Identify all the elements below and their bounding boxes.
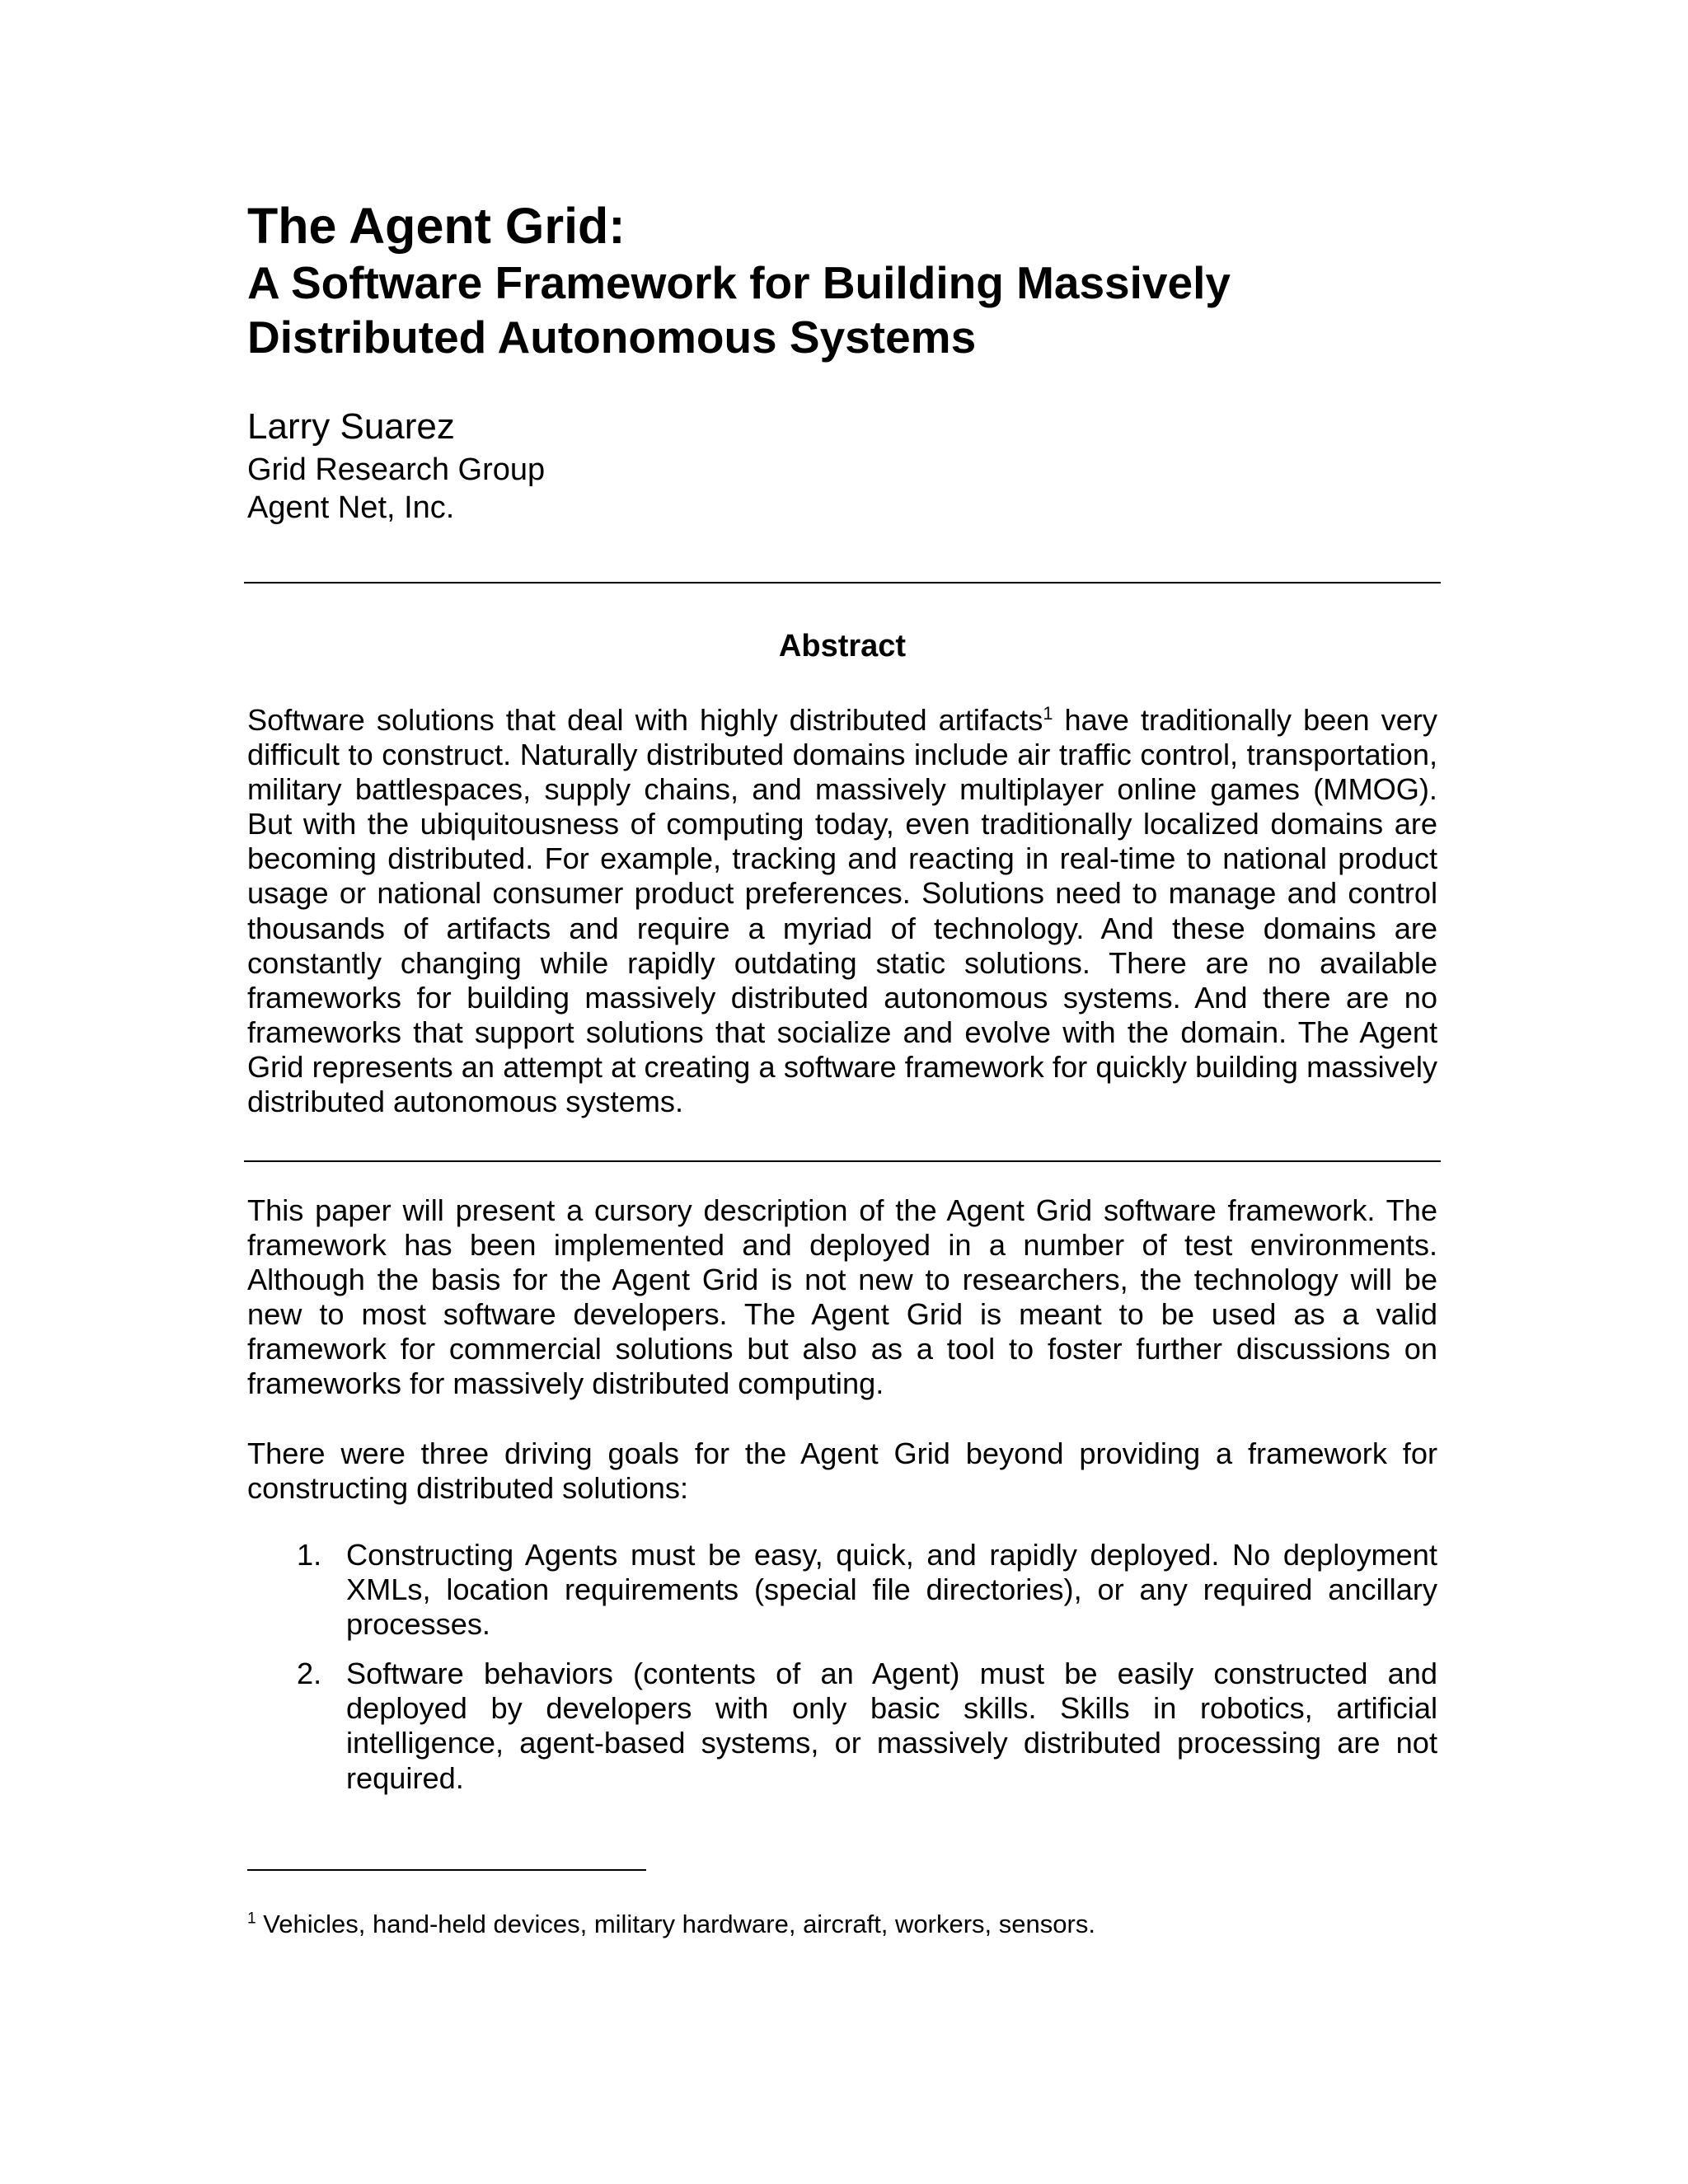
list-item <box>247 1657 1437 1795</box>
abstract-text <box>247 703 1437 1119</box>
title-main: The Agent Grid: <box>247 198 626 254</box>
author-name: Larry Suarez <box>247 406 455 447</box>
abstract-text-part1: Software solutions that deal with highly distributed artifacts <box>247 703 1043 737</box>
footnote-separator <box>247 1869 646 1871</box>
list-item-number: 2. <box>297 1657 322 1691</box>
abstract-top-divider <box>244 582 1441 583</box>
abstract-bottom-divider <box>244 1160 1441 1162</box>
footnote-marker: 1 <box>247 1910 256 1928</box>
list-item <box>247 1538 1437 1642</box>
list-item-text: Software behaviors (contents of an Agent) must be easily constructed and deployed by developers with only basic skills. Skills in robotics, artificial intelligence, agent-based systems, or massively distributed processing are not required. <box>346 1657 1437 1795</box>
author-affiliation-group: Grid Research Group <box>247 452 546 487</box>
abstract-heading: Abstract <box>778 629 907 663</box>
paper-title <box>247 196 1451 364</box>
goals-list <box>247 1538 1437 1811</box>
abstract-text-part2: have traditionally been very difficult to construct. Naturally distributed domains include air traffic control, transportation, military battlespaces, supply chains, and massively multiplayer online games (MMOG). But with the ubiquitousness of computing today, even traditionally localized domains are becoming distributed. For example, tracking and reacting in real-time to national product usage or national consumer product preferences. Solutions need to manage and control thousands of artifacts and require a myriad of technology. And these domains are constantly changing while rapidly outdating static solutions. There are no available frameworks for building massively distributed autonomous systems. And there are no frameworks that support solutions that socialize and evolve with the domain. The Agent Grid represents an attempt at creating a software framework for quickly building massively distributed autonomous systems. <box>247 703 1437 1119</box>
title-subtitle-line2: Distributed Autonomous Systems <box>247 312 977 363</box>
list-item-number: 1. <box>297 1538 322 1572</box>
body-paragraph-intro: This paper will present a cursory description of the Agent Grid software framework. The framework has been implemented and deployed in a number of test environments. Although the basis for the Agent Grid is not new to researchers, the technology will be new to most software developers. The Agent Grid is meant to be used as a valid framework for commercial solutions but also as a tool to foster further discussions on frameworks for massively distributed computing. <box>247 1193 1437 1401</box>
footnote-text: Vehicles, hand-held devices, military hardware, aircraft, workers, sensors. <box>256 1910 1095 1938</box>
footnote <box>247 1908 1095 1941</box>
list-item-text: Constructing Agents must be easy, quick, and rapidly deployed. No deployment XMLs, location requirements (special file directories), or any required ancillary processes. <box>346 1538 1437 1642</box>
body-paragraph-goals-intro: There were three driving goals for the Agent Grid beyond providing a framework for constructing distributed solutions: <box>247 1436 1437 1506</box>
author-affiliation-company: Agent Net, Inc. <box>247 490 455 525</box>
title-subtitle-line1: A Software Framework for Building Massively <box>247 257 1231 308</box>
footnote-reference: 1 <box>1043 702 1053 724</box>
